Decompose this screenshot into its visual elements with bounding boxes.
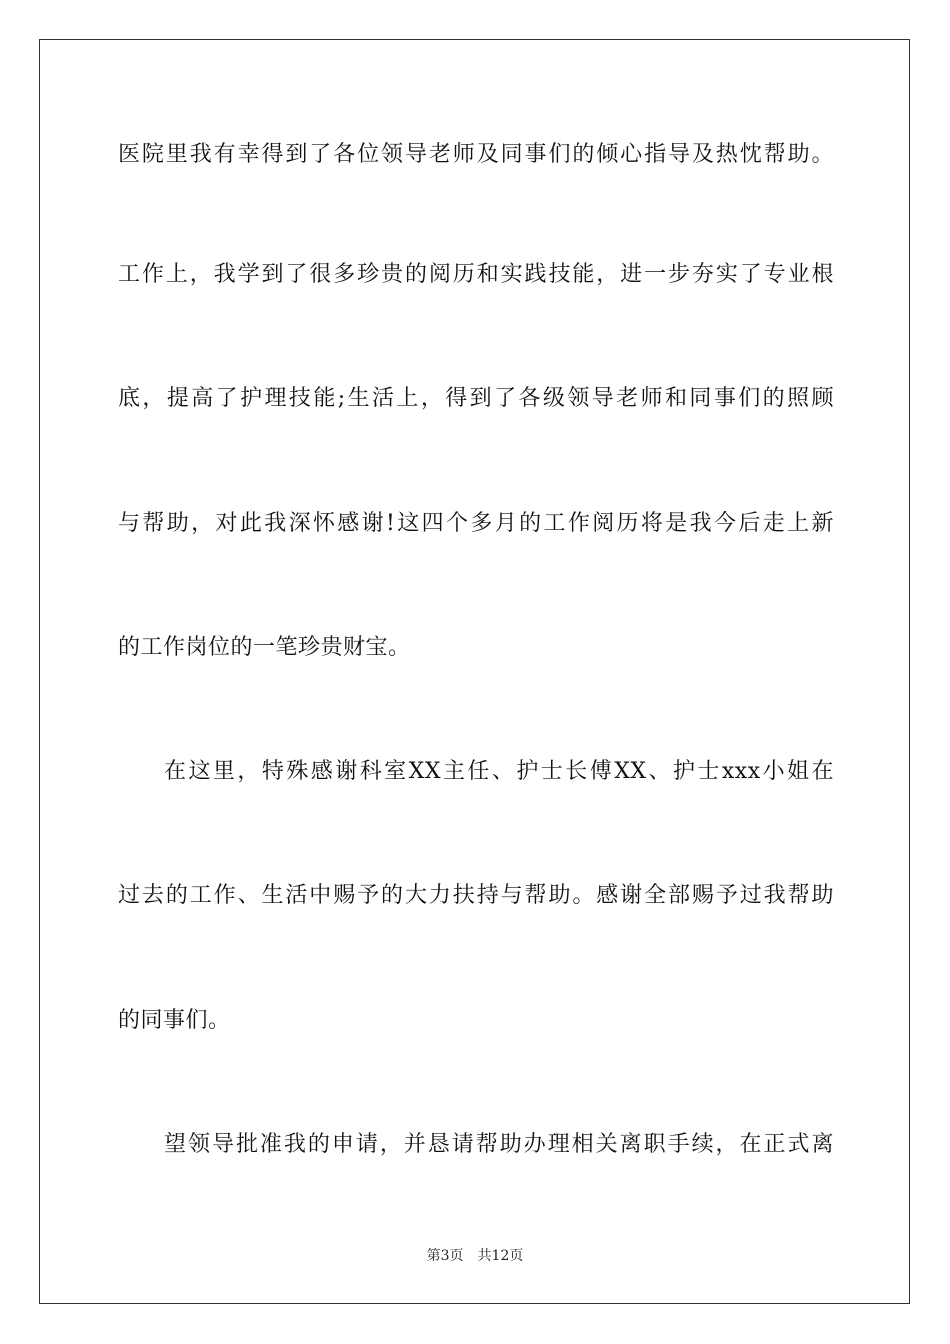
paragraph-line: 底，提高了护理技能;生活上，得到了各级领导老师和同事们的照顾 <box>118 386 834 411</box>
paragraph-line: 医院里我有幸得到了各位领导老师及同事们的倾心指导及热忱帮助。 <box>118 142 834 167</box>
paragraph-line: 的同事们。 <box>118 1008 231 1033</box>
paragraph-line: 与帮助，对此我深怀感谢!这四个多月的工作阅历将是我今后走上新 <box>118 511 834 536</box>
paragraph-line: 望领导批准我的申请，并恳请帮助办理相关离职手续，在正式离 <box>164 1132 834 1157</box>
paragraph-line: 在这里，特殊感谢科室XX主任、护士长傅XX、护士xxx小姐在 <box>164 759 834 784</box>
page-border <box>39 39 910 1304</box>
paragraph-line: 工作上，我学到了很多珍贵的阅历和实践技能，进一步夯实了专业根 <box>118 262 834 287</box>
page-number: 第3页 <box>426 1248 464 1264</box>
page-footer <box>0 1247 950 1265</box>
paragraph-line: 的工作岗位的一笔珍贵财宝。 <box>118 635 411 660</box>
page-total: 共12页 <box>477 1248 524 1264</box>
paragraph-line: 过去的工作、生活中赐予的大力扶持与帮助。感谢全部赐予过我帮助 <box>118 883 834 908</box>
